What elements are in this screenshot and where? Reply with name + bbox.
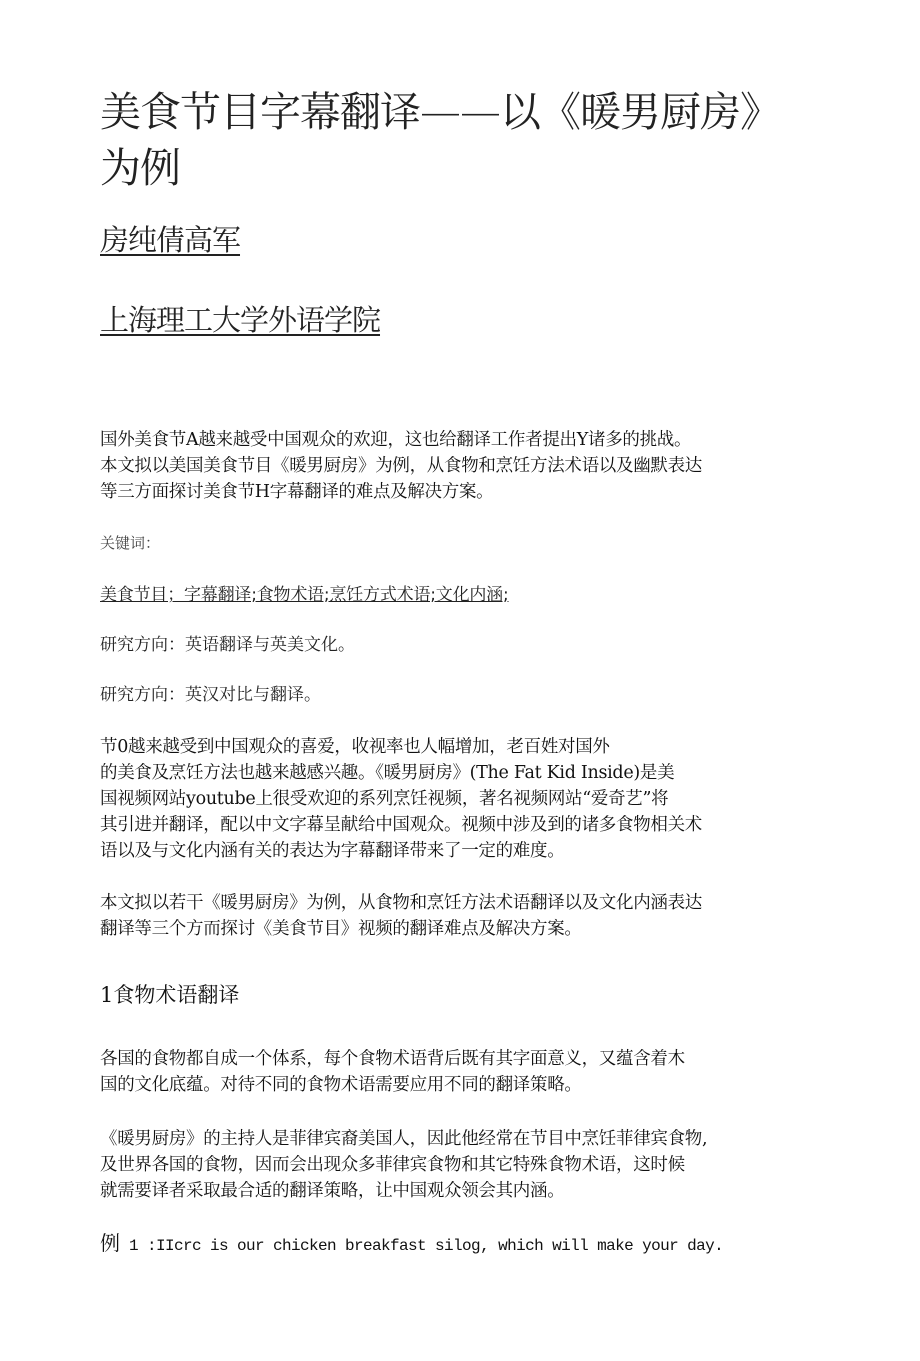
keywords-link[interactable]: 美食节目；字幕翻译;食物术语;烹饪方式术语;文化内涵; <box>100 585 509 605</box>
purpose-paragraph <box>100 890 702 942</box>
section-heading: 1食物术语翻译 <box>100 983 240 1007</box>
paragraph-line: 各国的食物都自成一个体系，每个食物术语背后既有其字面意义，又蕴含着木 <box>100 1049 685 1069</box>
paragraph-line: 语以及与文化内涵有关的表达为字幕翻译带来了一定的难度。 <box>100 841 565 861</box>
example-label: 例 <box>100 1231 120 1255</box>
section-paragraph-1 <box>100 1046 685 1098</box>
research-direction-2: 研究方向：英汉对比与翻译。 <box>100 685 321 705</box>
example-1 <box>100 1230 723 1259</box>
paragraph-line: 就需要译者采取最合适的翻译策略，让中国观众领会其内涵。 <box>100 1181 565 1201</box>
paragraph-line: 及世界各国的食物，因而会出现众多菲律宾食物和其它特殊食物术语，这时候 <box>100 1155 685 1175</box>
example-text: 1 :IIcrc is our chicken breakfast silog, which will make your day. <box>120 1237 724 1255</box>
section-paragraph-2 <box>100 1126 707 1204</box>
keywords-label: 关键词： <box>100 534 161 552</box>
paragraph-line: 的美食及烹饪方法也越来越感兴趣。《暖男厨房》(The Fat Kid Inside)是美 <box>100 763 675 783</box>
abstract-line: 本文拟以美国美食节目《暖男厨房》为例，从食物和烹饪方法术语以及幽默表达 <box>100 456 702 476</box>
paragraph-line: 国视频网站youtube上很受欢迎的系列烹饪视频，著名视频网站“爱奇艺”将 <box>100 789 669 809</box>
intro-paragraph <box>100 734 702 864</box>
title-line: 美食节目字幕翻译——以《暖男厨房》 <box>100 88 780 136</box>
affiliation-link[interactable]: 上海理工大学外语学院 <box>100 303 381 337</box>
document-title <box>100 84 780 196</box>
title-line: 为例 <box>100 144 180 192</box>
abstract-line: 国外美食节A越来越受中国观众的欢迎，这也给翻译工作者提出Y诸多的挑战。 <box>100 430 692 450</box>
paragraph-line: 翻译等三个方而探讨《美食节目》视频的翻译难点及解决方案。 <box>100 919 582 939</box>
research-direction-1: 研究方向：英语翻译与英美文化。 <box>100 635 355 655</box>
paragraph-line: 国的文化底蕴。对待不同的食物术语需要应用不同的翻译策略。 <box>100 1075 582 1095</box>
abstract <box>100 427 702 505</box>
abstract-line: 等三方面探讨美食节H字幕翻译的难点及解决方案。 <box>100 482 494 502</box>
paragraph-line: 本文拟以若干《暖男厨房》为例，从食物和烹饪方法术语翻译以及文化内涵表达 <box>100 893 702 913</box>
paragraph-line: 《暖男厨房》的主持人是菲律宾裔美国人，因此他经常在节目中烹饪菲律宾食物, <box>100 1129 708 1149</box>
paragraph-line: 其引进并翻译，配以中文字幕呈献给中国观众。视频中涉及到的诸多食物相关术 <box>100 815 702 835</box>
paragraph-line: 节0越来越受到中国观众的喜爱，收视率也人幅增加，老百姓对国外 <box>100 737 610 757</box>
author-link[interactable]: 房纯倩高军 <box>100 223 241 257</box>
